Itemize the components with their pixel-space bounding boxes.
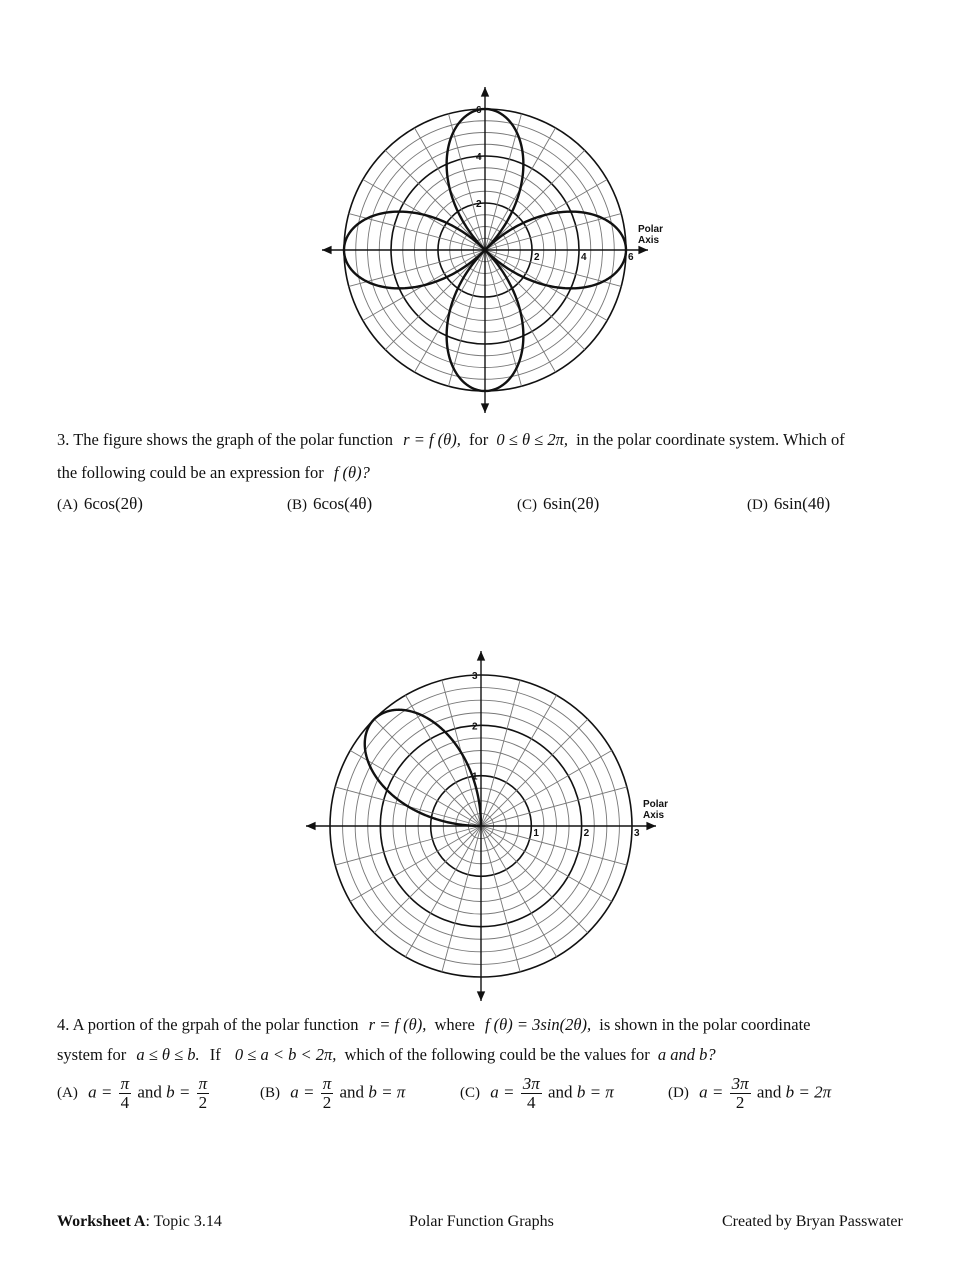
radial-spoke — [481, 695, 557, 826]
q4-choice-d[interactable]: (D) a = $\frac{3\pi}{2}$ and b = 2π — [668, 1074, 832, 1112]
axis-arrowhead — [477, 991, 485, 1001]
radial-tick-label: 2 — [534, 252, 540, 263]
radial-spoke — [374, 719, 481, 826]
vertical-tick-label: 4 — [476, 152, 482, 163]
vertical-tick-label: 6 — [476, 105, 482, 116]
polar-axis-label-1: Polar Axis — [638, 224, 664, 246]
axis-arrowhead — [306, 822, 316, 830]
radial-spoke — [406, 826, 482, 957]
radial-spoke — [481, 751, 612, 827]
footer-left: Worksheet A: Topic 3.14 — [57, 1213, 222, 1230]
radial-spoke — [481, 719, 588, 826]
q4-choice-b[interactable]: (B) a = $\frac{\pi}{2}$ and b = π — [260, 1074, 406, 1112]
vertical-tick-label: 3 — [472, 671, 478, 682]
radial-spoke — [481, 826, 612, 902]
radial-spoke — [374, 826, 481, 933]
axis-arrowhead — [481, 403, 489, 413]
fraction: $\frac{3\pi}{4}$ — [522, 1074, 540, 1112]
axis-arrowhead — [477, 651, 485, 661]
q4-line1: 4. A portion of the grpah of the polar function r = f (θ), where f (θ) = 3sin(2θ), is shown in the polar coordinate — [57, 1015, 811, 1034]
vertical-tick-label: 1 — [472, 771, 478, 783]
radial-tick-label: 6 — [628, 252, 634, 263]
polar-axis-label-2: Polar Axis — [643, 799, 669, 821]
q3-choice-a[interactable]: (A) 6cos(2θ) — [57, 494, 143, 513]
vertical-tick-label: 2 — [472, 721, 478, 733]
axis-arrowhead — [646, 822, 656, 830]
q3-line1: 3. The figure shows the graph of the polar function r = f (θ), for 0 ≤ θ ≤ 2π, in the polar coordinate system. Which of — [57, 430, 845, 449]
vertical-tick-label: 2 — [476, 199, 482, 210]
polar-graph-2 — [300, 645, 680, 1005]
footer-right: Created by Bryan Passwater — [722, 1213, 903, 1230]
radial-spoke — [481, 826, 588, 933]
radial-spoke — [350, 751, 481, 827]
radial-spoke — [406, 695, 482, 826]
radial-tick-label: 3 — [634, 828, 640, 839]
radial-tick-label: 2 — [583, 828, 590, 839]
fraction: $\frac{\pi}{2}$ — [198, 1074, 208, 1112]
polar-graph-1 — [300, 95, 680, 425]
q3-line2: the following could be an expression for f (θ)? — [57, 463, 370, 482]
q3-choice-b[interactable]: (B) 6cos(4θ) — [287, 494, 373, 513]
radial-spoke — [485, 250, 585, 350]
radial-spoke — [350, 826, 481, 902]
radial-spoke — [385, 250, 485, 350]
radial-spoke — [485, 150, 585, 250]
q3-choice-d[interactable]: (D) 6sin(4θ) — [747, 494, 831, 513]
axis-arrowhead — [322, 246, 332, 254]
radial-spoke — [385, 150, 485, 250]
q4-choice-c[interactable]: (C) a = $\frac{3\pi}{4}$ and b = π — [460, 1074, 614, 1112]
axis-arrowhead — [638, 246, 648, 254]
q3-choice-c[interactable]: (C) 6sin(2θ) — [517, 494, 600, 513]
axis-arrowhead — [481, 87, 489, 97]
radial-tick-label: 4 — [581, 252, 587, 263]
fraction: $\frac{\pi}{4}$ — [120, 1074, 130, 1112]
fraction: $\frac{\pi}{2}$ — [322, 1074, 332, 1112]
q4-line2: system for a ≤ θ ≤ b. If 0 ≤ a < b < 2π, which of the following could be the values for a and b? — [57, 1045, 716, 1064]
fraction: $\frac{3\pi}{2}$ — [731, 1074, 749, 1112]
radial-tick-label: 1 — [533, 828, 539, 839]
footer-center: Polar Function Graphs — [409, 1213, 554, 1230]
q4-choice-a[interactable]: (A) a = $\frac{\pi}{4}$ and b = $\frac{\pi}{2}$ — [57, 1074, 208, 1112]
radial-spoke — [481, 826, 557, 957]
